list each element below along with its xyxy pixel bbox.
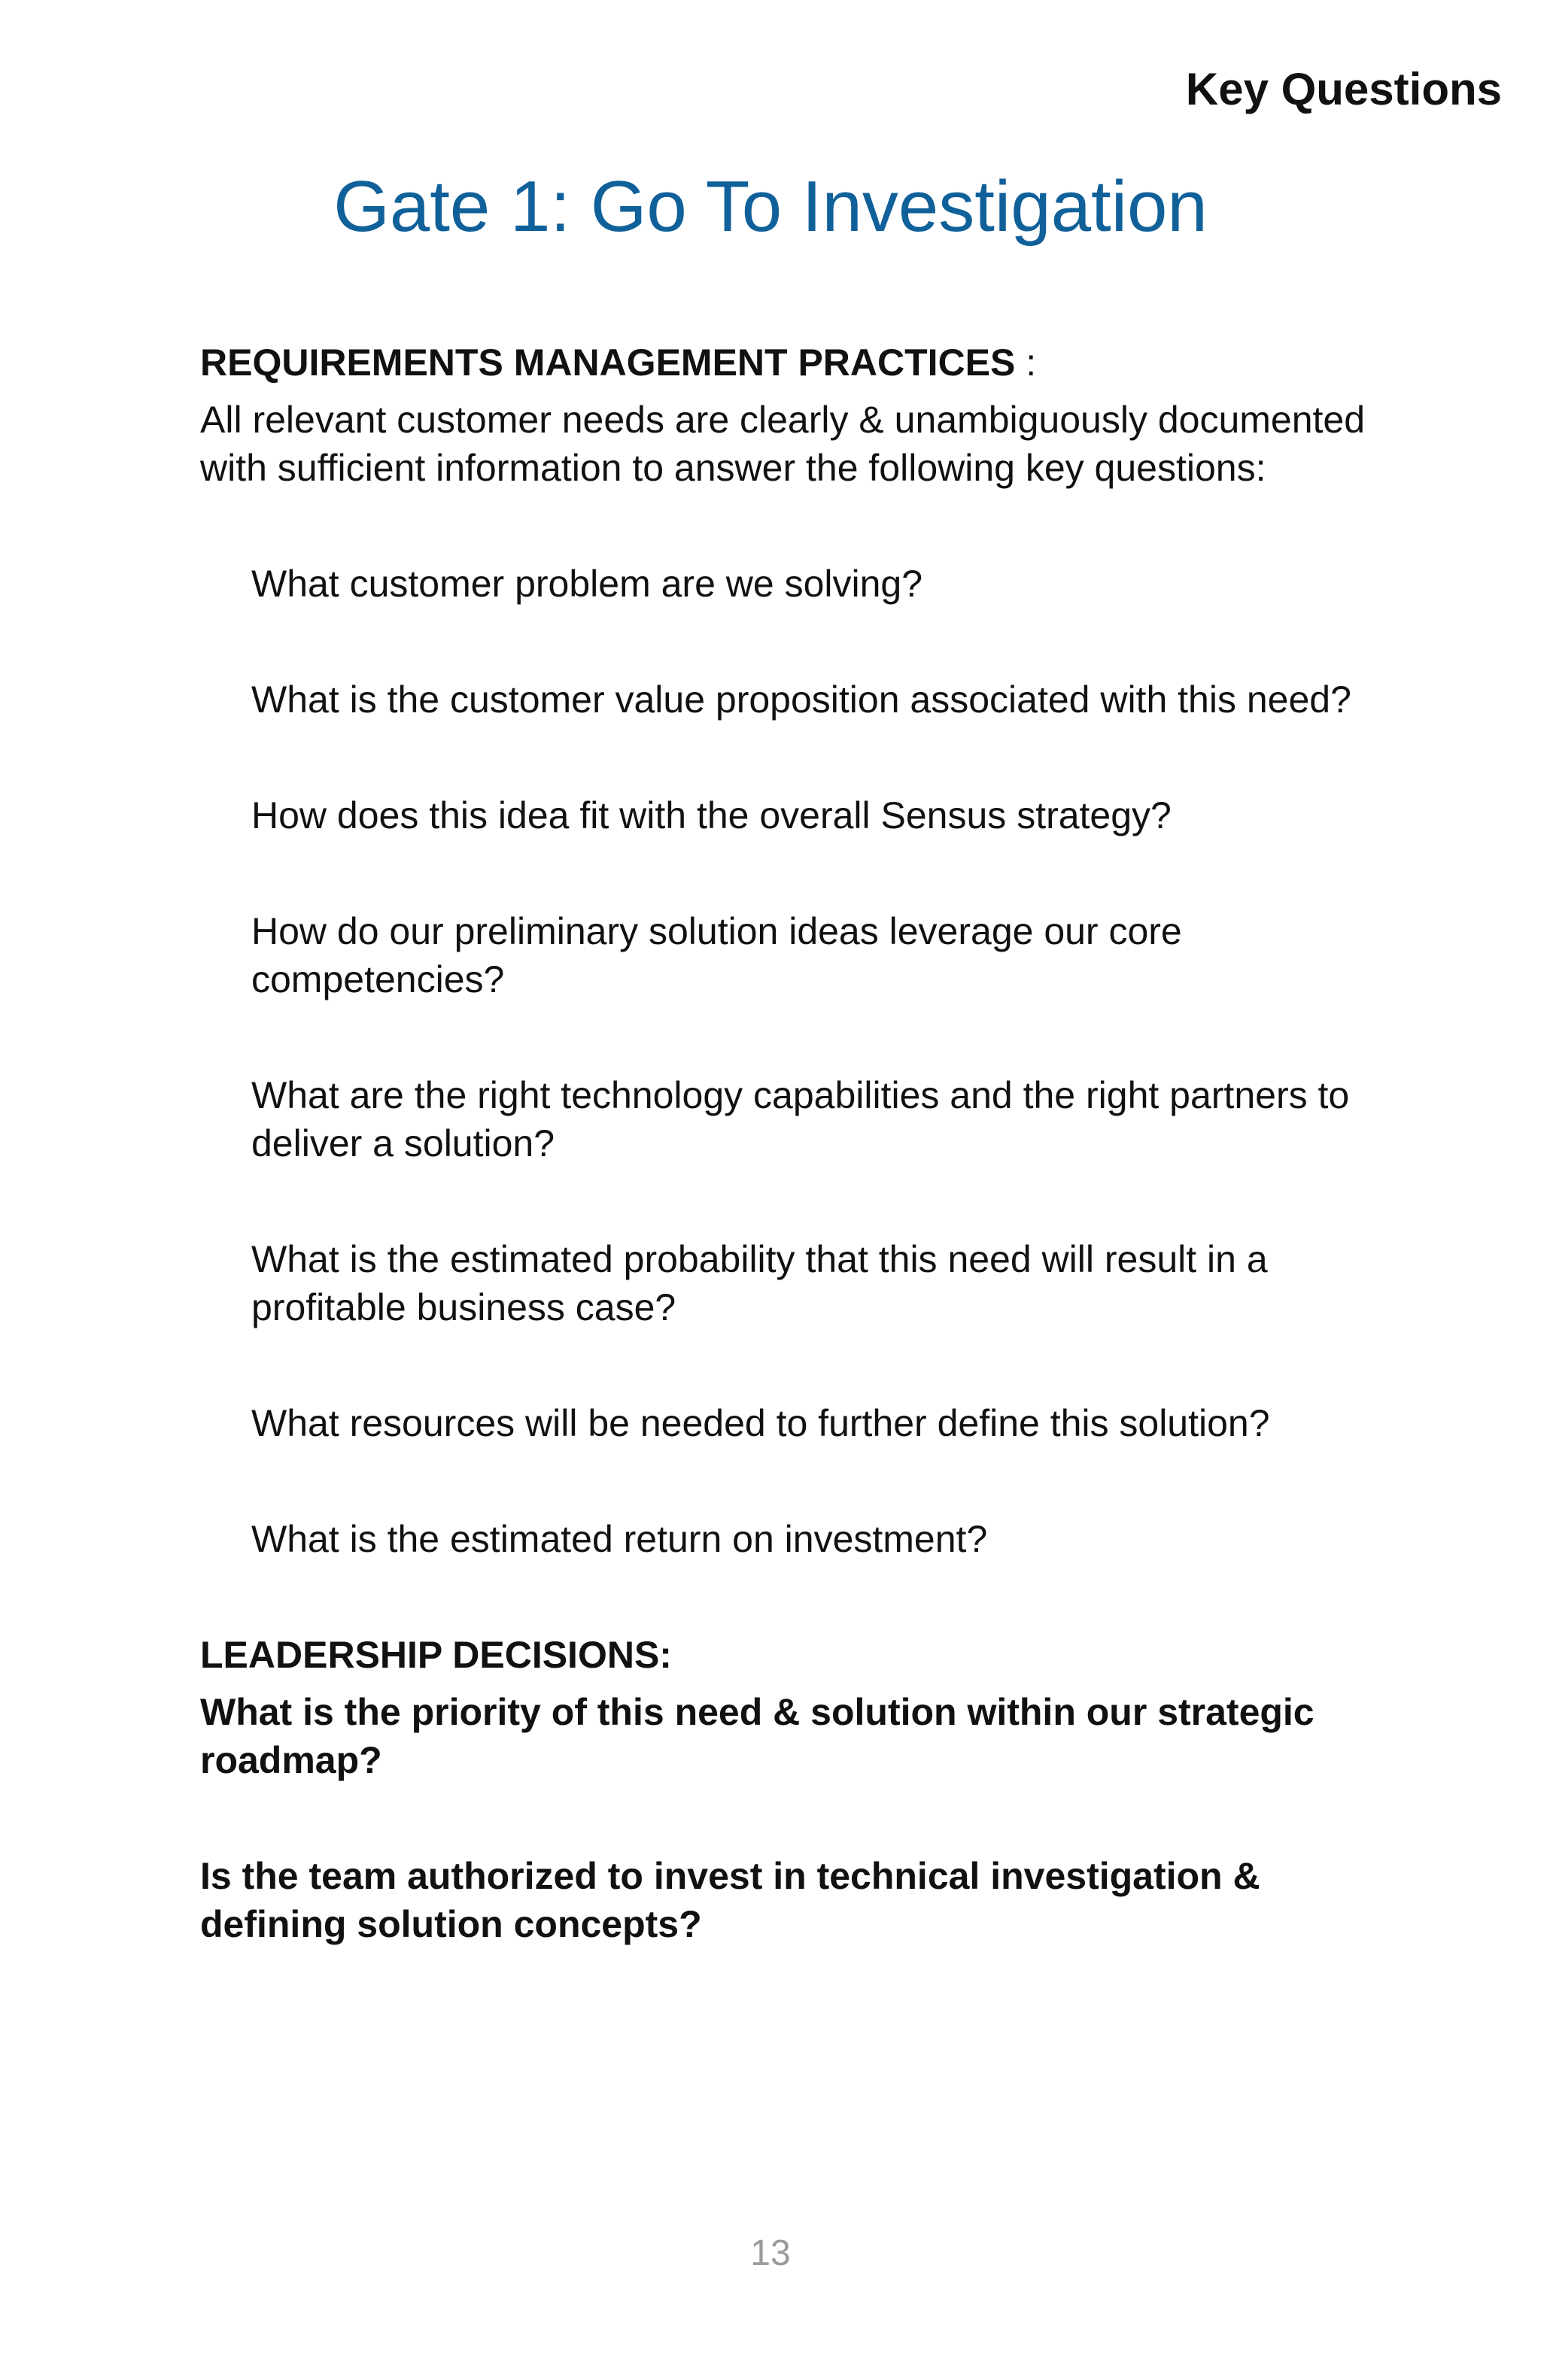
page-title: Gate 1: Go To Investigation (333, 166, 1208, 247)
key-questions-list (200, 560, 1412, 1563)
question-item: How do our preliminary solution ideas leverage our core competencies? (251, 910, 1182, 1000)
requirements-heading (200, 338, 1412, 387)
question-item: What are the right technology capabilities and the right partners to deliver a solution? (251, 1074, 1350, 1164)
question-item: What resources will be needed to further define this solution? (251, 1402, 1270, 1444)
leadership-section (200, 1631, 1412, 1948)
question-item: What is the customer value proposition associated with this need? (251, 678, 1351, 721)
question-item: How does this idea fit with the overall Sensus strategy? (251, 794, 1172, 836)
header-label: Key Questions (1185, 64, 1502, 114)
leadership-heading: LEADERSHIP DECISIONS: (200, 1634, 672, 1676)
page-content (200, 338, 1412, 1948)
question-item: What is the estimated return on investment? (251, 1518, 988, 1560)
requirements-heading-colon: : (1015, 342, 1037, 384)
question-item: What customer problem are we solving? (251, 563, 923, 605)
requirements-heading-text: REQUIREMENTS MANAGEMENT PRACTICES (200, 342, 1016, 384)
leadership-decision: What is the priority of this need & solution within our strategic roadmap? (200, 1691, 1315, 1781)
question-item: What is the estimated probability that this need will result in a profitable business case? (251, 1238, 1268, 1328)
page-number: 13 (750, 2233, 791, 2273)
leadership-decision: Is the team authorized to invest in technical investigation & defining solution concepts? (200, 1855, 1260, 1945)
requirements-intro: All relevant customer needs are clearly & unambiguously documented with sufficient information to answer the following key questions: (200, 399, 1366, 489)
